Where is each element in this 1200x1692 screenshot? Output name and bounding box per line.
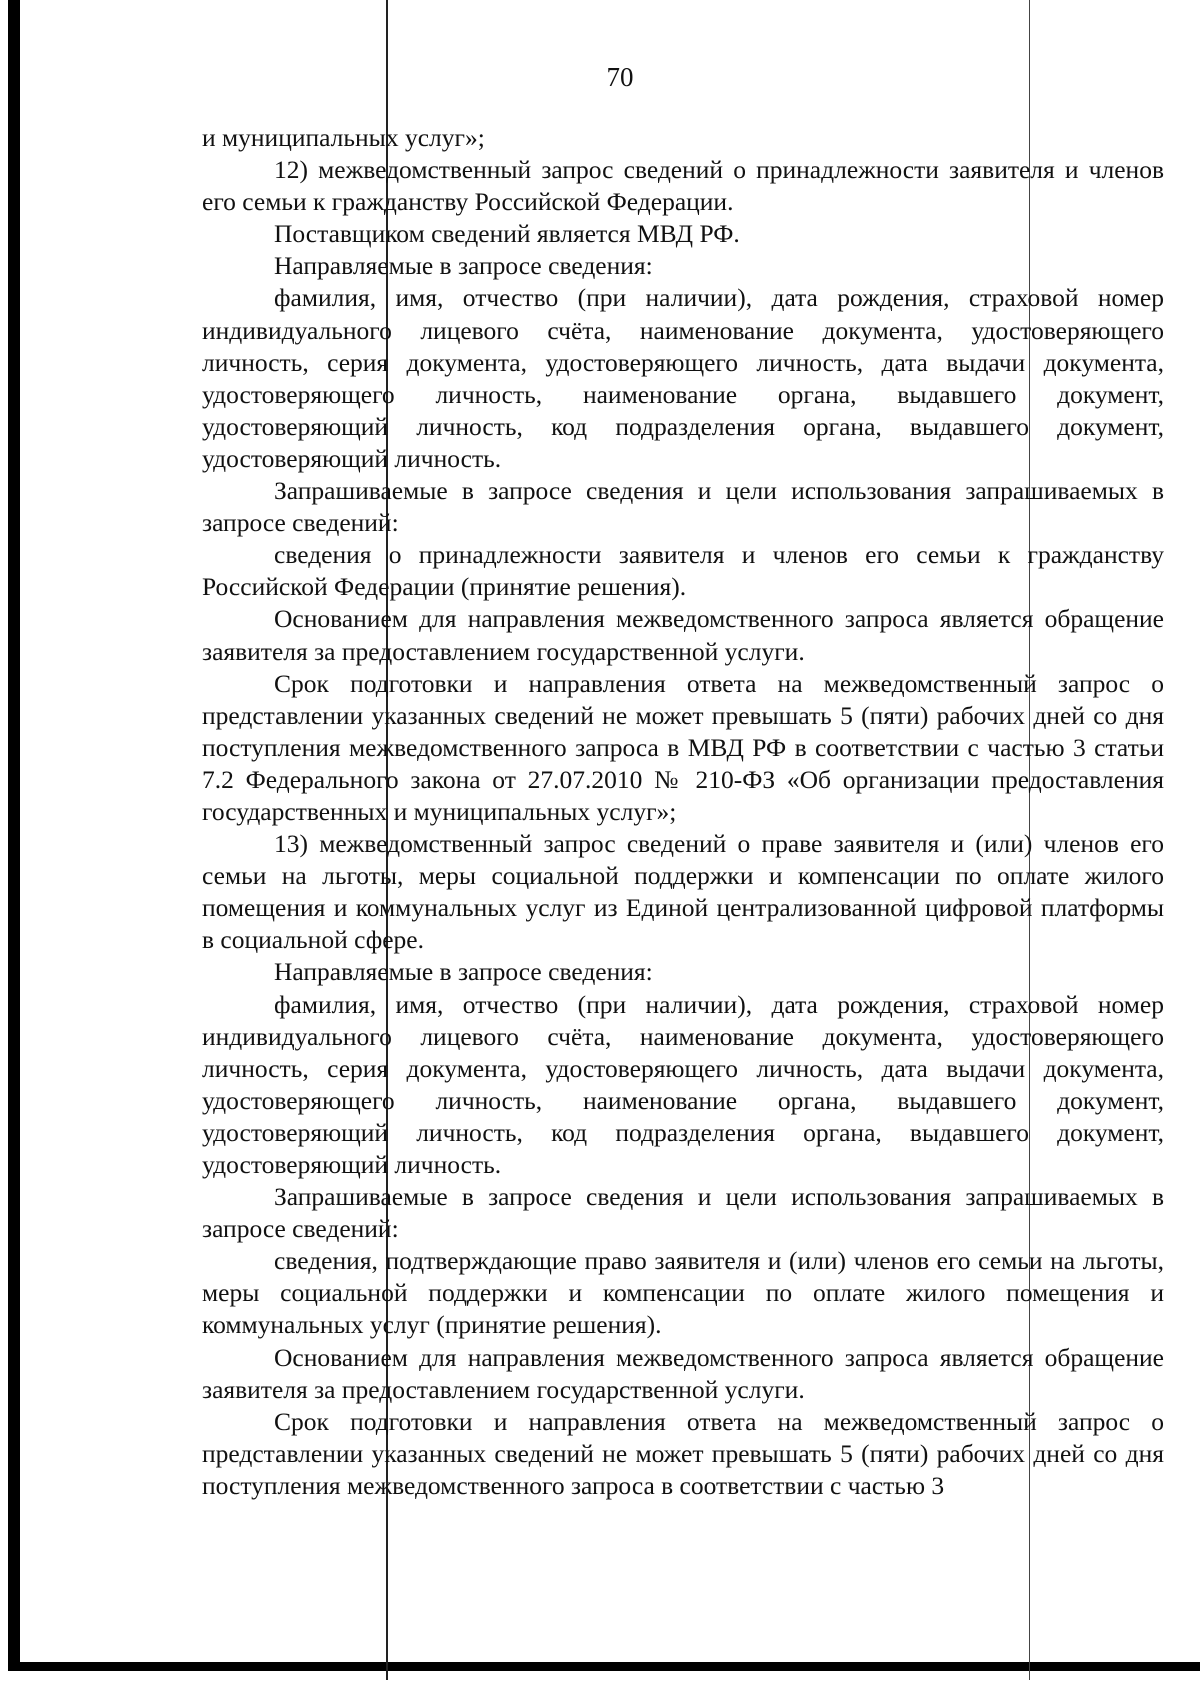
paragraph: и муниципальных услуг»; [202, 123, 485, 152]
paragraph: Срок подготовки и направления ответа на межведомственный запрос о представлении указанных сведений не может превышать 5 (пяти) рабочих дней со дня поступления межведомственного запроса в соответствии с частью 3 [202, 1406, 1164, 1500]
paragraph: Направляемые в запросе сведения: [274, 251, 653, 281]
paragraph: Основанием для направления межведомственного запроса является обращение заявителя за предоставлением государственной услуги. [202, 1342, 1164, 1404]
paragraph: фамилия, имя, отчество (при наличии), дата рождения, страховой номер индивидуального лицевого счёта, наименование документа, удостоверяющего личность, серия документа, удостоверяющего личность, дата выдачи документа, удостоверяющего личность, наименование органа, выдавшего документ, удостоверяющий личность, код подразделения органа, выдавшего документ, удостоверяющий личность. [202, 283, 1164, 473]
paragraph: Направляемые в запросе сведения: [274, 957, 653, 987]
scan-border-left [8, 0, 20, 1670]
paragraph: Запрашиваемые в запросе сведения и цели использования запрашиваемых в запросе сведений: [202, 1182, 1164, 1244]
paragraph: сведения о принадлежности заявителя и членов его семьи к гражданству Российской Федерации (принятие решения). [202, 540, 1164, 602]
paragraph: 12) межведомственный запрос сведений о принадлежности заявителя и членов его семьи к гражданству Российской Федерации. [202, 155, 1164, 217]
paragraph: Срок подготовки и направления ответа на межведомственный запрос о представлении указанных сведений не может превышать 5 (пяти) рабочих дней со дня поступления межведомственного запроса в МВД РФ в соответствии с частью 3 статьи 7.2 Федерального закона от 27.07.2010 № 210-ФЗ «Об организации предоставления государственных и муниципальных услуг»; [202, 668, 1164, 826]
paragraph: Поставщиком сведений является МВД РФ. [274, 219, 740, 249]
scan-border-bottom [8, 1662, 1200, 1671]
page-number: 70 [606, 62, 634, 92]
paragraph: фамилия, имя, отчество (при наличии), дата рождения, страховой номер индивидуального лицевого счёта, наименование документа, удостоверяющего личность, серия документа, удостоверяющего личность, дата выдачи документа, удостоверяющего личность, наименование органа, выдавшего документ, удостоверяющий личность, код подразделения органа, выдавшего документ, удостоверяющий личность. [202, 989, 1164, 1179]
paragraph: Запрашиваемые в запросе сведения и цели использования запрашиваемых в запросе сведений: [202, 476, 1164, 538]
paragraph: 13) межведомственный запрос сведений о праве заявителя и (или) членов его семьи на льготы, меры социальной поддержки и компенсации по оплате жилого помещения и коммунальных услуг из Единой централизованной цифровой платформы в социальной сфере. [202, 829, 1164, 955]
body-text [202, 122, 1164, 1502]
paragraph: Основанием для направления межведомственного запроса является обращение заявителя за предоставлением государственной услуги. [202, 604, 1164, 666]
paragraph: сведения, подтверждающие право заявителя и (или) членов его семьи на льготы, меры социальной поддержки и компенсации по оплате жилого помещения и коммунальных услуг (принятие решения). [202, 1246, 1164, 1340]
